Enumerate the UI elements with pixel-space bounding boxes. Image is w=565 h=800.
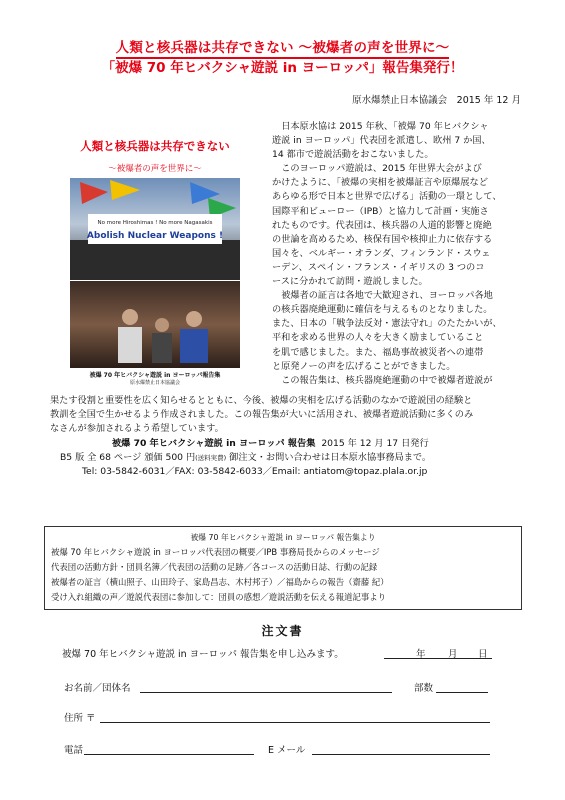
article-line: 日本原水協は 2015 年秋、「被爆 70 年ヒバクシャ <box>281 121 489 132</box>
speaker-shape <box>180 329 208 363</box>
article-line: 国際平和ビューロー（IPB）と協力して計画・実施さ <box>272 205 489 217</box>
publication-title: 被爆 70 年ヒバクシャ遊説 in ヨーロッパ 報告集 <box>112 438 316 449</box>
toc-box <box>44 526 522 610</box>
toc-item: 代表団の活動方針・団員名簿／代表団の活動の足跡／各コースの活動日誌、行動の記録 <box>51 562 378 572</box>
sub-title: 「被爆 70 年ヒバクシャ遊説 in ヨーロッパ」報告集発行！ <box>101 60 464 76</box>
article-line: の世論を高めるため、核保有国や核抑止力に依存する <box>272 233 493 245</box>
order-apply-text: 被爆 70 年ヒバクシャ遊説 in ヨーロッパ 報告集を申し込みます。 <box>62 649 344 660</box>
cover-photo-march <box>70 178 240 280</box>
main-title <box>0 36 565 56</box>
order-phone-label: 電話 <box>64 745 84 756</box>
order-month-label: 月 <box>448 649 458 660</box>
order-address-label: 住所 〒 <box>64 713 96 724</box>
order-email-field[interactable] <box>312 754 490 755</box>
cover-caption: 被爆 70 年ヒバクシャ遊説 in ヨーロッパ報告集 <box>89 372 221 379</box>
toc-item: 被爆者の証言（横山照子、山田玲子、家島昌志、木村邦子）／福島からの報告（齋藤 紀） <box>51 577 389 587</box>
order-date-line[interactable] <box>384 658 492 659</box>
order-phone-field[interactable] <box>84 754 254 755</box>
order-year-label: 年 <box>416 649 426 660</box>
order-copies-label: 部数 <box>414 683 434 694</box>
article-line: 平和を求める世界の人々を大きく励ましていること <box>272 332 484 344</box>
cover-title: 人類と核兵器は共存できない <box>80 139 230 153</box>
article-line: ースに分かれて訪問・遊説しました。 <box>272 276 428 288</box>
article-line: 被爆者の証言は各地で大歓迎され、ヨーロッパ各地 <box>281 290 493 302</box>
article-line: この報告集は、核兵器廃絶運動の中で被爆者遊説が <box>281 374 493 386</box>
article-line: れたものです。代表団は、核兵器の人道的影響と廃絶 <box>272 219 492 231</box>
order-day-label: 日 <box>478 649 488 660</box>
publication-specs-b: 御注文・お問い合わせは日本原水協事務局まで。 <box>229 452 432 463</box>
article-line: あらゆる形で日本と世界で広げる」活動の一環として、 <box>272 191 502 203</box>
flag-shape <box>110 180 140 200</box>
cover-publisher: 原水爆禁止日本協議会 <box>129 380 180 386</box>
toc-item: 受け入れ組織の声／遊説代表団に参加して：団員の感想／遊説活動を伝える報道記事より <box>51 592 386 602</box>
speaker-shape <box>186 311 202 327</box>
article-line: 教訓を全国で生かせるよう作成されました。この報告集が大いに活用され、被爆者遊説活動に多くのみ <box>50 409 474 421</box>
article-line: また、日本の「戦争法反対・憲法守れ」のたたかいが、 <box>272 318 502 330</box>
speaker-scene-graphic <box>70 281 240 368</box>
publication-info <box>60 437 530 479</box>
order-address-field[interactable] <box>100 722 490 723</box>
publication-specs-note: (送料実費) <box>195 454 227 462</box>
speaker-shape <box>118 327 142 363</box>
publication-date: 2015 年 12 月 17 日発行 <box>321 438 429 449</box>
article-column <box>272 120 524 388</box>
article-line: なさんが参加されるよう希望しています。 <box>50 423 224 435</box>
banner-text-2: Abolish Nuclear Weapons ! <box>86 231 224 241</box>
publication-title-row <box>112 437 530 451</box>
flag-shape <box>80 182 108 204</box>
article-line: このヨーロッパ遊説は、2015 年世界大会がよび <box>281 163 482 175</box>
order-name-field[interactable] <box>140 692 392 693</box>
article-line: を肌で感じました。また、福島事故被災者への連帯 <box>272 346 484 358</box>
article-line: 果たす役割と重要性を広く知らせるとともに、今後、被爆の実相を広げる活動のなかで遊説団の経験と <box>50 395 473 406</box>
publication-specs-a: B5 版 全 68 ページ 頒価 500 円 <box>60 452 196 463</box>
march-scene-graphic <box>70 178 240 280</box>
article-full <box>50 394 524 436</box>
order-email-label: E メール <box>268 745 306 756</box>
article-line: かけたように、「被爆の実相を被爆証言や原爆展など <box>272 177 488 189</box>
banner-text-1: No more Hiroshimas ! No more Nagasakis <box>97 220 213 226</box>
article-line: 14 都市で遊説活動をおこないました。 <box>272 149 434 161</box>
publication-contact: Tel: 03-5842-6031／FAX: 03-5842-6033／Email: antiatom@topaz.plala.or.jp <box>82 466 428 477</box>
article-line: の核兵器廃絶運動に確信を与えるものとなりました。 <box>272 304 493 316</box>
cover-subtitle: ～被爆者の声を世界に～ <box>108 164 202 174</box>
crowd-shape <box>70 240 240 280</box>
article-line: と原発ノーの声を広げることができました。 <box>272 360 456 372</box>
toc-header: 被爆 70 年ヒバクシャ遊説 in ヨーロッパ 報告集より <box>190 533 376 542</box>
cover-photo-speakers <box>70 281 240 368</box>
order-name-label: お名前／団体名 <box>64 683 131 694</box>
speaker-shape <box>122 309 138 325</box>
article-line: 国々を、ベルギー・オランダ、フィンランド・スウェ <box>272 247 491 259</box>
org-date: 原水爆禁止日本協議会 2015 年 12 月 <box>352 95 521 106</box>
article-line: ーデン、スペイン・フランス・イギリスの 3 つのコ <box>272 261 485 273</box>
publication-specs <box>60 451 530 465</box>
report-cover <box>50 138 260 388</box>
toc-item: 被爆 70 年ヒバクシャ遊説 in ヨーロッパ代表団の概要／IPB 事務局長からのメッセージ <box>51 547 380 557</box>
article-line: 遊説 in ヨーロッパ」代表団を派遣し、欧州 7 か国、 <box>272 135 491 147</box>
speaker-shape <box>152 333 172 363</box>
order-form-title: 注文書 <box>261 624 304 638</box>
order-copies-field[interactable] <box>436 692 488 693</box>
speaker-shape <box>155 318 169 332</box>
main-title-text: 人類と核兵器は共存できない ～被爆者の声を世界に～ <box>116 40 450 59</box>
